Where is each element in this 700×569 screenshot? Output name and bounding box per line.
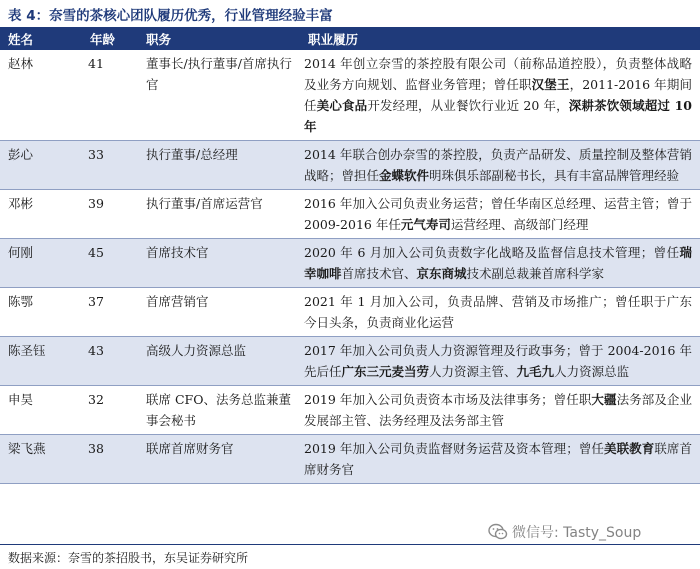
table-row: [0, 386, 700, 435]
resume-text: 2014 年联合创办奈雪的茶控股，负责产品研发、质量控制及整体营销战略；曾担任: [304, 147, 692, 183]
executive-table: [0, 28, 700, 484]
cell-age: 41: [82, 50, 138, 141]
table-row: [0, 50, 700, 141]
resume-text: 2014 年创立奈雪的茶控股有限公司（前称品道控股），负责整体战略及业务方向规划、监督业务管理；曾任职: [304, 56, 692, 92]
resume-highlight: 瑞幸咖啡: [304, 245, 692, 281]
cell-position: 董事长/执行董事/首席执行官: [138, 50, 300, 141]
cell-name: 陈圣钰: [0, 337, 82, 386]
cell-age: 38: [82, 435, 138, 484]
cell-age: 45: [82, 239, 138, 288]
resume-text: 人力资源总监: [554, 364, 630, 379]
cell-name: 梁飞燕: [0, 435, 82, 484]
resume-highlight: 金蝶软件: [379, 168, 430, 183]
footer-rule: [0, 544, 700, 545]
wechat-icon: [488, 523, 508, 541]
resume-text: 2017 年加入公司负责人力资源管理及行政事务；曾于 2004-2016 年先后任: [304, 343, 692, 379]
resume-text: 开发经理，从业餐饮行业近 20 年，: [367, 98, 569, 113]
resume-text: 法务部及企业发展部主管、法务经理及法务部主管: [304, 392, 692, 428]
resume-text: 2019 年加入公司负责资本市场及法律事务；曾任职: [304, 392, 592, 407]
resume-highlight: 九毛九: [516, 364, 555, 379]
cell-resume: [300, 435, 700, 484]
resume-text: 联席首席财务官: [304, 441, 692, 477]
resume-text: 运营经理、高级部门经理: [450, 217, 589, 232]
resume-highlight: 美心食品: [316, 98, 368, 113]
cell-name: 陈鄂: [0, 288, 82, 337]
table-row: [0, 288, 700, 337]
table-row: [0, 337, 700, 386]
wechat-watermark: [488, 521, 641, 543]
cell-resume: [300, 337, 700, 386]
table-row: [0, 239, 700, 288]
table-row: [0, 141, 700, 190]
resume-text: 技术副总裁兼首席科学家: [466, 266, 605, 281]
resume-highlight: 美联教育: [604, 441, 655, 456]
header-row: [0, 28, 700, 50]
resume-text: 人力资源主管、: [429, 364, 517, 379]
cell-resume: [300, 141, 700, 190]
resume-highlight: 深耕茶饮领域超过 10 年: [304, 98, 692, 134]
resume-highlight: 汉堡王: [531, 77, 570, 92]
table-row: [0, 435, 700, 484]
header-resume: 职业履历: [300, 28, 700, 50]
cell-age: 37: [82, 288, 138, 337]
cell-position: 联席首席财务官: [138, 435, 300, 484]
cell-age: 43: [82, 337, 138, 386]
resume-highlight: 广东三元麦当劳: [341, 364, 430, 379]
resume-text: 2021 年 1 月加入公司，负责品牌、营销及市场推广；曾任职于广东今日头条，负责商业化运营: [304, 294, 692, 330]
cell-position: 执行董事/首席运营官: [138, 190, 300, 239]
resume-highlight: 元气寿司: [400, 217, 451, 232]
cell-name: 彭心: [0, 141, 82, 190]
cell-age: 39: [82, 190, 138, 239]
cell-resume: [300, 190, 700, 239]
resume-highlight: 京东商城: [416, 266, 467, 281]
table-title: 表 4：奈雪的茶核心团队履历优秀，行业管理经验丰富: [8, 8, 333, 24]
cell-position: 联席 CFO、法务总监兼董事会秘书: [138, 386, 300, 435]
resume-text: 明珠俱乐部副秘书长，具有丰富品牌管理经验: [429, 168, 680, 183]
watermark-text: 微信号: Tasty_Soup: [512, 525, 642, 541]
resume-highlight: 大疆: [591, 392, 617, 407]
cell-name: 邓彬: [0, 190, 82, 239]
resume-text: 2016 年加入公司负责业务运营；曾任华南区总经理、运营主管；曾于 2009-2016 年任: [304, 196, 692, 232]
cell-name: 何刚: [0, 239, 82, 288]
header-age: 年龄: [82, 28, 138, 50]
cell-age: 32: [82, 386, 138, 435]
cell-resume: [300, 50, 700, 141]
cell-age: 33: [82, 141, 138, 190]
cell-position: 执行董事/总经理: [138, 141, 300, 190]
resume-text: 首席技术官、: [341, 266, 417, 281]
cell-resume: [300, 288, 700, 337]
resume-text: ，2011-2016 年期间任: [304, 77, 692, 113]
resume-text: 2020 年 6 月加入公司负责数字化战略及监督信息技术管理；曾任: [304, 245, 680, 260]
header-position: 职务: [138, 28, 300, 50]
cell-position: 高级人力资源总监: [138, 337, 300, 386]
resume-text: 2019 年加入公司负责监督财务运营及资本管理；曾任: [304, 441, 604, 456]
cell-name: 赵林: [0, 50, 82, 141]
header-name: 姓名: [0, 28, 82, 50]
cell-name: 申昊: [0, 386, 82, 435]
cell-position: 首席营销官: [138, 288, 300, 337]
cell-resume: [300, 386, 700, 435]
cell-position: 首席技术官: [138, 239, 300, 288]
table-row: [0, 190, 700, 239]
cell-resume: [300, 239, 700, 288]
source-note: 数据来源：奈雪的茶招股书，东吴证券研究所: [8, 551, 249, 565]
